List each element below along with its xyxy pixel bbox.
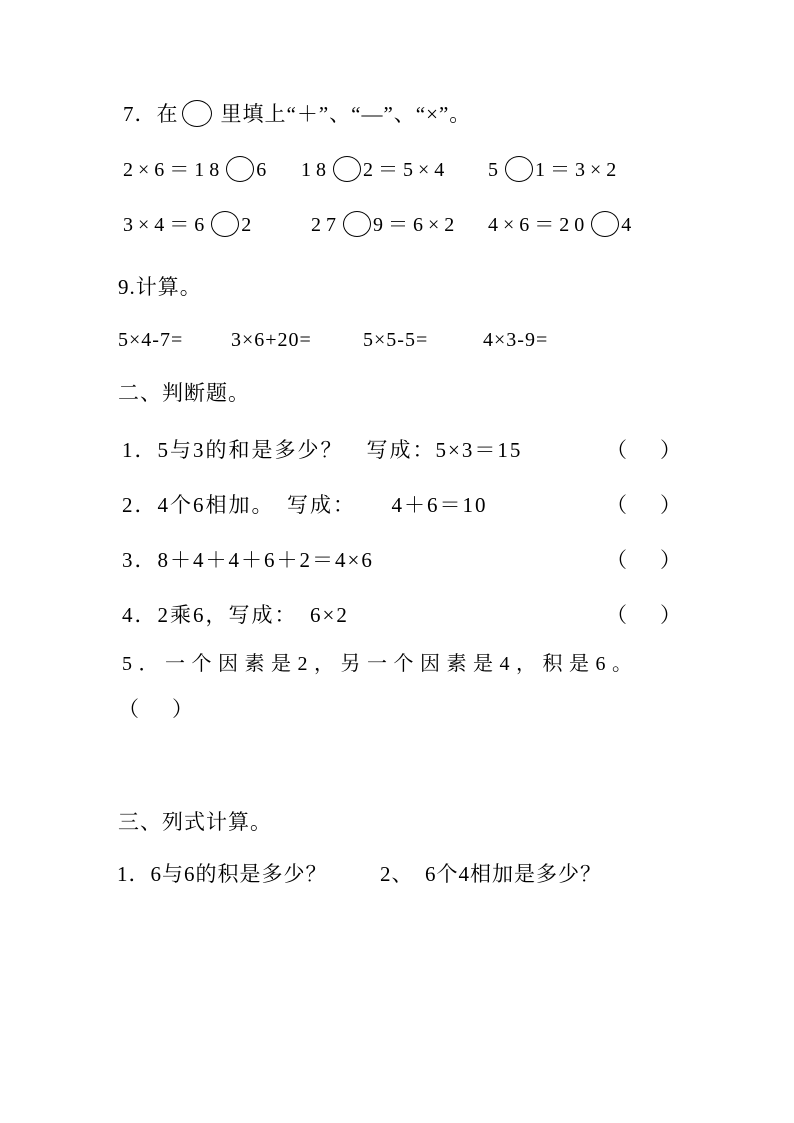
equation-after: 1＝3×2 xyxy=(535,159,622,181)
equation-after: 2＝5×4 xyxy=(363,159,450,181)
equation-after: 9＝6×2 xyxy=(373,214,460,236)
operator-circle-icon xyxy=(591,211,619,237)
equation-after: 6 xyxy=(256,159,272,181)
answer-paren-blank: （ ） xyxy=(606,603,687,627)
equation-group xyxy=(301,156,449,183)
equation-group xyxy=(488,211,636,238)
equation-group xyxy=(311,211,459,238)
operator-circle-icon xyxy=(226,156,254,182)
calc-expression: 5×4-7= xyxy=(118,329,184,351)
judgment-item-2: 2．4个6相加。 写成： 4＋6＝10 xyxy=(122,493,488,517)
operator-circle-icon xyxy=(211,211,239,237)
operator-circle-icon xyxy=(505,156,533,182)
equation-before: 18 xyxy=(301,159,331,181)
judgment-item-4: 4．2乘6，写成： 6×2 xyxy=(122,603,349,627)
equation-before: 4×6＝20 xyxy=(488,214,590,236)
section-2-title: 二、判断题。 xyxy=(118,381,250,405)
answer-paren-blank: （ ） xyxy=(118,697,199,721)
judgment-item-5: 5．一个因素是2，另一个因素是4，积是6。 xyxy=(122,653,639,675)
equation-after: 2 xyxy=(241,214,257,236)
equation-group xyxy=(123,156,271,183)
question-7-title xyxy=(123,100,471,127)
equation-after: 4 xyxy=(621,214,637,236)
judgment-item-3: 3．8＋4＋4＋6＋2＝4×6 xyxy=(122,548,374,572)
column-calc-item-2: 2、 6个4相加是多少？ xyxy=(380,862,602,886)
equation-before: 3×4＝6 xyxy=(123,214,210,236)
calc-expression: 3×6+20= xyxy=(231,329,312,351)
calc-expression: 4×3-9= xyxy=(483,329,549,351)
operator-circle-icon xyxy=(333,156,361,182)
equation-before: 2×6＝18 xyxy=(123,159,225,181)
question-7-title-prefix: 7．在 xyxy=(123,102,179,126)
equation-before: 27 xyxy=(311,214,341,236)
judgment-item-1: 1．5与3的和是多少？ 写成：5×3＝15 xyxy=(122,438,523,462)
column-calc-item-1: 1．6与6的积是多少？ xyxy=(117,862,328,886)
section-3-title: 三、列式计算。 xyxy=(118,810,272,834)
calc-expression: 5×5-5= xyxy=(363,329,429,351)
answer-paren-blank: （ ） xyxy=(606,438,687,462)
answer-paren-blank: （ ） xyxy=(606,548,687,572)
question-7-title-suffix: 里填上“＋”、“—”、“×”。 xyxy=(220,102,472,126)
operator-circle-icon xyxy=(343,211,371,237)
equation-before: 5 xyxy=(488,159,503,181)
answer-paren-blank: （ ） xyxy=(606,493,687,517)
question-9-title: 9.计算。 xyxy=(118,275,202,299)
equation-group xyxy=(123,211,256,238)
operator-circle-icon xyxy=(182,100,212,127)
equation-group xyxy=(488,156,621,183)
